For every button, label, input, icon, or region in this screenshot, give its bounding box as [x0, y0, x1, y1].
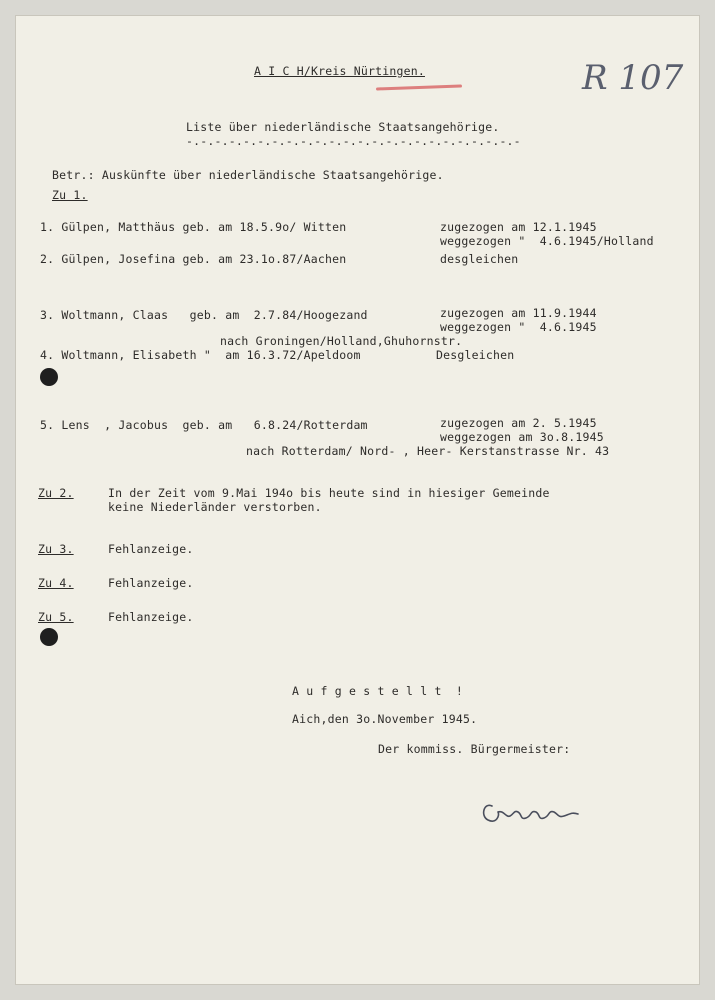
entry-2-moved-in: desgleichen: [440, 252, 519, 266]
entry-3-moved-in: zugezogen am 11.9.1944: [440, 306, 597, 320]
entry-3-person: 3. Woltmann, Claas geb. am 2.7.84/Hoogezand: [40, 308, 368, 322]
entry-4-person: 4. Woltmann, Elisabeth " am 16.3.72/Apeldoom: [40, 348, 361, 362]
file-note-handwritten: R 107: [582, 58, 684, 98]
punch-hole: [40, 368, 58, 386]
section-4-label: Zu 4.: [38, 576, 74, 590]
entry-2-person: 2. Gülpen, Josefina geb. am 23.1o.87/Aachen: [40, 252, 347, 266]
entry-3-destination: nach Groningen/Holland,Ghuhornstr.: [220, 334, 463, 348]
section-2-text-line-1: In der Zeit vom 9.Mai 194o bis heute sind in hiesiger Gemeinde: [108, 486, 550, 500]
closing-place-date: Aich,den 3o.November 1945.: [292, 712, 478, 726]
entry-1-moved-in: zugezogen am 12.1.1945: [440, 220, 597, 234]
entry-4-moved-in: Desgleichen: [436, 348, 515, 362]
section-2-text-line-2: keine Niederländer verstorben.: [108, 500, 322, 514]
section-5-label: Zu 5.: [38, 610, 74, 624]
punch-hole: [40, 628, 58, 646]
section-5-text: Fehlanzeige.: [108, 610, 194, 624]
entry-1-moved-out: weggezogen " 4.6.1945/Holland: [440, 234, 654, 248]
signature-handwritten: [478, 796, 588, 830]
entry-5-person: 5. Lens , Jacobus geb. am 6.8.24/Rotterdam: [40, 418, 368, 432]
closing-mayor-title: Der kommiss. Bürgermeister:: [378, 742, 571, 756]
section-4-text: Fehlanzeige.: [108, 576, 194, 590]
entry-1-person: 1. Gülpen, Matthäus geb. am 18.5.9o/ Witten: [40, 220, 347, 234]
title-rule: -.-.-.-.-.-.-.-.-.-.-.-.-.-.-.-.-.-.-.-.-.-.-.-: [186, 134, 521, 148]
entry-5-destination: nach Rotterdam/ Nord- , Heer- Kerstanstrasse Nr. 43: [246, 444, 610, 458]
red-pencil-underline: [376, 85, 462, 91]
section-2-label: Zu 2.: [38, 486, 74, 500]
subject-line: Betr.: Auskünfte über niederländische Staatsangehörige.: [52, 168, 444, 182]
closing-set-up: A u f g e s t e l l t !: [292, 684, 463, 698]
section-3-label: Zu 3.: [38, 542, 74, 556]
section-3-text: Fehlanzeige.: [108, 542, 194, 556]
entry-5-moved-out: weggezogen am 3o.8.1945: [440, 430, 604, 444]
document-page: [16, 16, 699, 984]
section-1-label: Zu 1.: [52, 188, 88, 202]
entry-5-moved-in: zugezogen am 2. 5.1945: [440, 416, 597, 430]
document-title: Liste über niederländische Staatsangehörige.: [186, 120, 500, 134]
document-header: A I C H/Kreis Nürtingen.: [254, 64, 425, 78]
entry-3-moved-out: weggezogen " 4.6.1945: [440, 320, 597, 334]
